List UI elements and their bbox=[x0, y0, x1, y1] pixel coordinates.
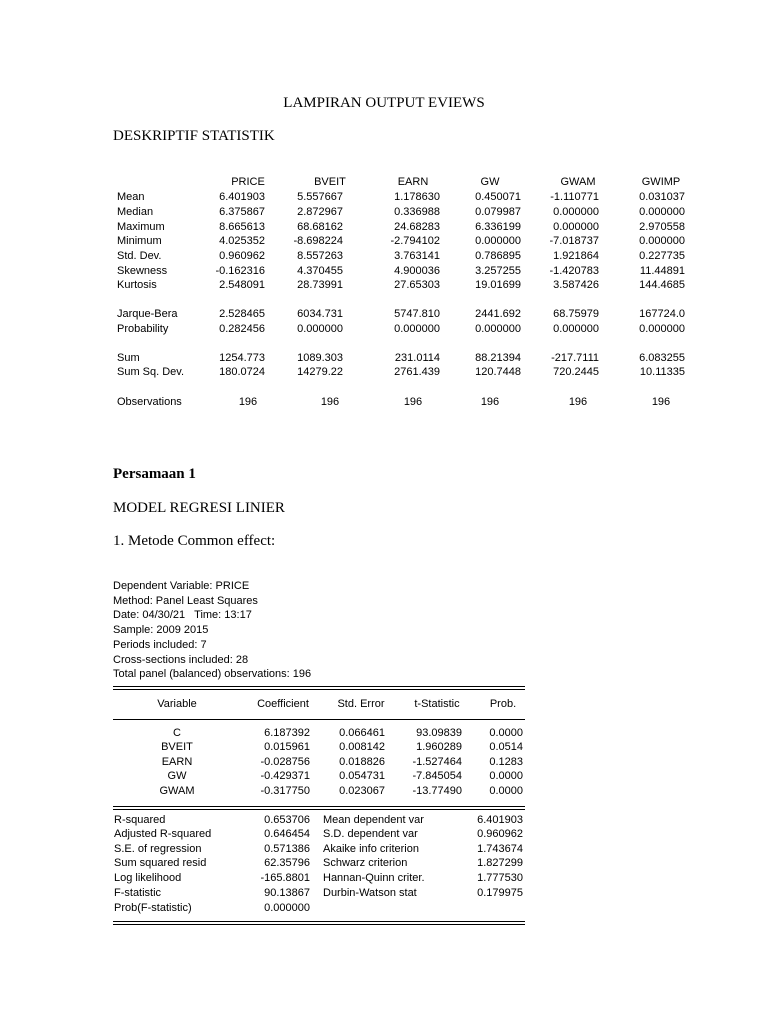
desc-cell: 0.000000 bbox=[394, 323, 440, 335]
reg-cell: -13.77490 bbox=[412, 785, 462, 797]
desc-cell: 6.401903 bbox=[219, 191, 265, 203]
desc-cell: 11.44891 bbox=[639, 265, 685, 277]
desc-cell: -7.018737 bbox=[549, 235, 599, 247]
desc-cell: 3.257255 bbox=[475, 265, 521, 277]
desc-cell: 3.587426 bbox=[553, 279, 599, 291]
desc-row-label: Skewness bbox=[117, 265, 168, 277]
reg-stat-value: 1.743674 bbox=[477, 843, 523, 855]
table-rule bbox=[113, 689, 525, 690]
reg-column-header: Std. Error bbox=[337, 698, 385, 710]
desc-cell: 1.178630 bbox=[394, 191, 440, 203]
reg-stat-value: 0.960962 bbox=[477, 828, 523, 840]
desc-cell: 0.450071 bbox=[475, 191, 521, 203]
reg-cell: 0.0000 bbox=[489, 770, 523, 782]
reg-cell: 0.015961 bbox=[264, 741, 310, 753]
desc-cell: 0.031037 bbox=[639, 191, 685, 203]
reg-stat-value: 6.401903 bbox=[477, 814, 523, 826]
reg-variable-name: C bbox=[173, 727, 181, 739]
reg-stat-label: Log likelihood bbox=[114, 872, 182, 884]
desc-cell: 6.375867 bbox=[219, 206, 265, 218]
desc-cell: 0.282456 bbox=[219, 323, 265, 335]
equation-label: Persamaan 1 bbox=[113, 466, 196, 482]
desc-row-label: Sum Sq. Dev. bbox=[117, 366, 185, 378]
reg-cell: 1.960289 bbox=[416, 741, 462, 753]
desc-cell: 10.11335 bbox=[639, 366, 685, 378]
desc-row-label: Mean bbox=[117, 191, 145, 203]
reg-stat-label: Adjusted R-squared bbox=[114, 828, 212, 840]
desc-cell: 0.000000 bbox=[553, 323, 599, 335]
desc-cell: 167724.0 bbox=[639, 308, 685, 320]
reg-stat-label: F-statistic bbox=[114, 887, 162, 899]
reg-stat-label: Akaike info criterion bbox=[323, 843, 419, 855]
reg-variable-name: BVEIT bbox=[161, 741, 193, 753]
desc-cell: 196 bbox=[480, 396, 500, 408]
reg-column-header: Coefficient bbox=[257, 698, 309, 710]
desc-cell: -0.162316 bbox=[215, 265, 265, 277]
desc-cell: 144.4685 bbox=[639, 279, 685, 291]
desc-cell: 2441.692 bbox=[475, 308, 521, 320]
reg-variable-name: EARN bbox=[161, 756, 193, 768]
desc-row-label: Observations bbox=[117, 396, 182, 408]
desc-cell: 2761.439 bbox=[394, 366, 440, 378]
reg-column-header: t-Statistic bbox=[414, 698, 460, 710]
desc-row-label: Maximum bbox=[117, 221, 165, 233]
desc-cell: 2.548091 bbox=[219, 279, 265, 291]
reg-stat-value: 0.646454 bbox=[264, 828, 310, 840]
reg-stat-value: -165.8801 bbox=[260, 872, 310, 884]
desc-cell: 0.000000 bbox=[639, 235, 685, 247]
reg-cell: 0.1283 bbox=[489, 756, 523, 768]
desc-cell: 2.970558 bbox=[639, 221, 685, 233]
info-line: Date: 04/30/21 Time: 13:17 bbox=[113, 609, 252, 622]
reg-cell: 0.023067 bbox=[339, 785, 385, 797]
desc-column-header: BVEIT bbox=[314, 176, 346, 188]
desc-cell: 196 bbox=[651, 396, 671, 408]
desc-cell: 2.528465 bbox=[219, 308, 265, 320]
desc-cell: 720.2445 bbox=[553, 366, 599, 378]
desc-cell: 0.336988 bbox=[394, 206, 440, 218]
reg-cell: 0.008142 bbox=[339, 741, 385, 753]
desc-cell: 6034.731 bbox=[297, 308, 343, 320]
desc-cell: 8.557263 bbox=[297, 250, 343, 262]
reg-stat-label: S.D. dependent var bbox=[323, 828, 418, 840]
reg-stat-label: Mean dependent var bbox=[323, 814, 424, 826]
table-rule bbox=[113, 686, 525, 687]
desc-cell: 6.336199 bbox=[475, 221, 521, 233]
desc-cell: 0.000000 bbox=[639, 323, 685, 335]
reg-cell: 0.0000 bbox=[489, 785, 523, 797]
desc-cell: 2.872967 bbox=[297, 206, 343, 218]
reg-stat-label: Schwarz criterion bbox=[323, 857, 408, 869]
desc-cell: 196 bbox=[238, 396, 258, 408]
desc-cell: 5747.810 bbox=[394, 308, 440, 320]
reg-cell: -0.317750 bbox=[260, 785, 310, 797]
desc-row-label: Probability bbox=[117, 323, 169, 335]
desc-cell: 0.960962 bbox=[219, 250, 265, 262]
desc-cell: 180.0724 bbox=[219, 366, 265, 378]
desc-column-header: GWIMP bbox=[641, 176, 681, 188]
desc-column-header: GWAM bbox=[560, 176, 596, 188]
reg-cell: -7.845054 bbox=[412, 770, 462, 782]
model-title: MODEL REGRESI LINIER bbox=[113, 500, 285, 516]
reg-column-header: Variable bbox=[157, 698, 197, 710]
desc-cell: 0.227735 bbox=[639, 250, 685, 262]
desc-cell: -8.698224 bbox=[293, 235, 343, 247]
reg-cell: -0.028756 bbox=[260, 756, 310, 768]
desc-row-label: Median bbox=[117, 206, 154, 218]
desc-cell: 24.68283 bbox=[394, 221, 440, 233]
desc-cell: 0.000000 bbox=[553, 206, 599, 218]
desc-cell: -217.7111 bbox=[551, 352, 599, 364]
reg-column-header: Prob. bbox=[489, 698, 517, 710]
desc-cell: 88.21394 bbox=[475, 352, 521, 364]
desc-column-header: EARN bbox=[397, 176, 429, 188]
reg-stat-label: Prob(F-statistic) bbox=[114, 902, 192, 914]
regression-info bbox=[113, 579, 311, 682]
reg-stat-value: 1.777530 bbox=[477, 872, 523, 884]
desc-cell: 5.557667 bbox=[297, 191, 343, 203]
reg-cell: 0.054731 bbox=[339, 770, 385, 782]
reg-stat-value: 90.13867 bbox=[264, 887, 310, 899]
desc-cell: -1.110771 bbox=[550, 191, 599, 203]
reg-variable-name: GWAM bbox=[159, 785, 195, 797]
desc-cell: 0.000000 bbox=[297, 323, 343, 335]
desc-row-label: Kurtosis bbox=[117, 279, 157, 291]
table-rule bbox=[113, 921, 525, 922]
desc-row-label: Jarque-Bera bbox=[117, 308, 178, 320]
desc-cell: 196 bbox=[320, 396, 340, 408]
section-title-descriptive: DESKRIPTIF STATISTIK bbox=[113, 128, 275, 144]
desc-cell: 68.68162 bbox=[297, 221, 343, 233]
desc-cell: 4.900036 bbox=[394, 265, 440, 277]
page-title: LAMPIRAN OUTPUT EVIEWS bbox=[283, 95, 485, 111]
desc-cell: 231.0114 bbox=[394, 352, 440, 364]
desc-cell: 0.000000 bbox=[475, 323, 521, 335]
desc-cell: 1254.773 bbox=[219, 352, 265, 364]
reg-stat-value: 62.35796 bbox=[264, 857, 310, 869]
desc-cell: 1089.303 bbox=[297, 352, 343, 364]
desc-cell: -1.420783 bbox=[549, 265, 599, 277]
reg-stat-value: 0.000000 bbox=[264, 902, 310, 914]
desc-cell: -2.794102 bbox=[390, 235, 440, 247]
reg-stat-label: S.E. of regression bbox=[114, 843, 202, 855]
desc-cell: 120.7448 bbox=[475, 366, 521, 378]
desc-cell: 6.083255 bbox=[639, 352, 685, 364]
reg-stat-label: Hannan-Quinn criter. bbox=[323, 872, 425, 884]
reg-cell: 93.09839 bbox=[416, 727, 462, 739]
desc-row-label: Std. Dev. bbox=[117, 250, 162, 262]
table-rule bbox=[113, 806, 525, 807]
reg-stat-value: 1.827299 bbox=[477, 857, 523, 869]
method-title: 1. Metode Common effect: bbox=[113, 533, 276, 549]
info-line: Cross-sections included: 28 bbox=[113, 653, 249, 666]
reg-cell: -1.527464 bbox=[412, 756, 462, 768]
desc-cell: 196 bbox=[403, 396, 423, 408]
reg-cell: 0.066461 bbox=[339, 727, 385, 739]
desc-row-label: Sum bbox=[117, 352, 140, 364]
reg-cell: 0.018826 bbox=[339, 756, 385, 768]
info-line: Periods included: 7 bbox=[113, 638, 207, 651]
info-line: Total panel (balanced) observations: 196 bbox=[113, 668, 312, 681]
desc-cell: 8.665613 bbox=[219, 221, 265, 233]
desc-column-header: PRICE bbox=[231, 176, 265, 188]
desc-cell: 27.65303 bbox=[394, 279, 440, 291]
reg-stat-value: 0.179975 bbox=[477, 887, 523, 899]
desc-cell: 0.079987 bbox=[475, 206, 521, 218]
reg-cell: 6.187392 bbox=[264, 727, 310, 739]
info-line: Dependent Variable: PRICE bbox=[113, 580, 250, 592]
desc-cell: 196 bbox=[568, 396, 588, 408]
desc-cell: 3.763141 bbox=[394, 250, 440, 262]
desc-cell: 0.786895 bbox=[475, 250, 521, 262]
reg-cell: -0.429371 bbox=[260, 770, 310, 782]
desc-cell: 4.025352 bbox=[219, 235, 265, 247]
desc-cell: 0.000000 bbox=[553, 221, 599, 233]
table-rule bbox=[113, 924, 525, 925]
desc-cell: 14279.22 bbox=[297, 366, 343, 378]
desc-cell: 0.000000 bbox=[475, 235, 521, 247]
reg-variable-name: GW bbox=[167, 770, 187, 782]
reg-stat-label: Sum squared resid bbox=[114, 857, 207, 869]
table-rule bbox=[113, 719, 525, 720]
desc-cell: 19.01699 bbox=[475, 279, 521, 291]
desc-cell: 0.000000 bbox=[639, 206, 685, 218]
info-line: Method: Panel Least Squares bbox=[113, 594, 258, 607]
reg-stat-value: 0.571386 bbox=[264, 843, 310, 855]
reg-stat-label: R-squared bbox=[114, 814, 166, 826]
desc-column-header: GW bbox=[480, 176, 500, 188]
desc-cell: 68.75979 bbox=[553, 308, 599, 320]
desc-cell: 4.370455 bbox=[297, 265, 343, 277]
reg-stat-value: 0.653706 bbox=[264, 814, 310, 826]
info-line: Sample: 2009 2015 bbox=[113, 624, 209, 637]
reg-cell: 0.0000 bbox=[489, 727, 523, 739]
reg-cell: 0.0514 bbox=[489, 741, 523, 753]
table-rule bbox=[113, 809, 525, 810]
reg-stat-label: Durbin-Watson stat bbox=[323, 887, 417, 899]
desc-cell: 28.73991 bbox=[297, 279, 343, 291]
desc-cell: 1.921864 bbox=[553, 250, 599, 262]
desc-row-label: Minimum bbox=[117, 235, 162, 247]
